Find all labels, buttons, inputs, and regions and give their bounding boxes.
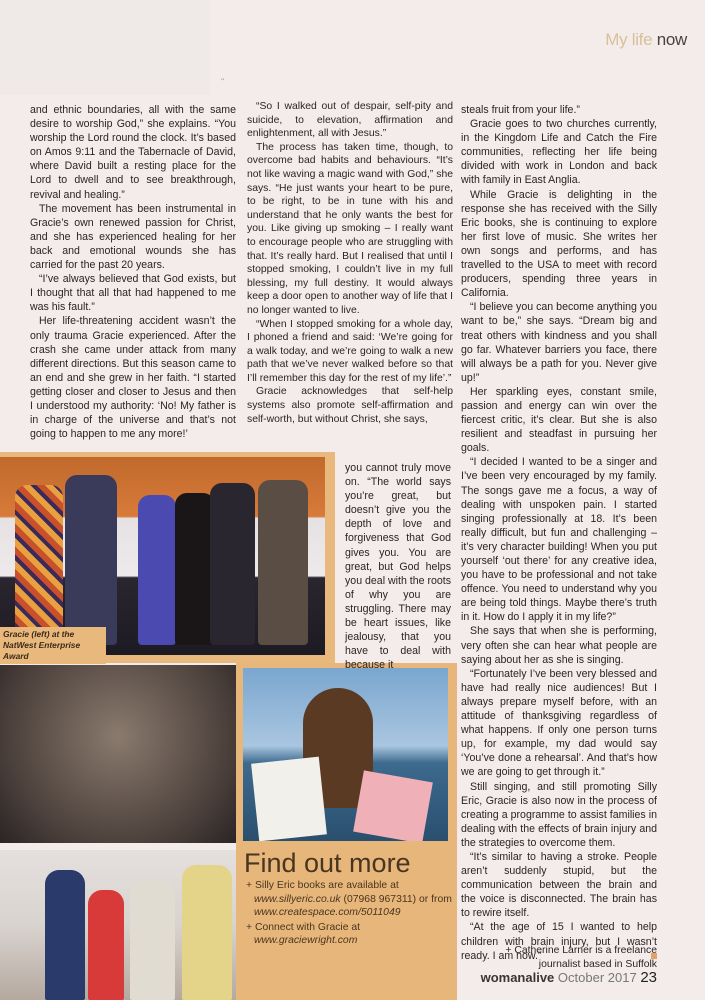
link-sillyeric[interactable]: www.sillyeric.co.uk — [254, 893, 341, 905]
gracie-with-books-photo — [243, 668, 448, 841]
person — [175, 493, 215, 645]
author-byline: + Catherine Larner is a freelance journalist based in Suffolk — [505, 945, 657, 970]
silly-eric-book — [251, 757, 327, 841]
paragraph: and ethnic boundaries, all with the same desire to worship God,” she explains. “You worship the Lord round the clock. It’s based on Amos 9:11 and the Tabernacle of David, where David built a resting place for the Lord to dwell and to see breakthrough, revival and healing.” — [30, 104, 236, 201]
paragraph: “Fortunately I’ve been very blessed and have had really nice audiences! But I always prepare myself before, with an attitude of thanksgiving regardless of what happens. If only one person turns up, for example, my dad would say ‘You’ve done a rehearsal’. And that’s how we are going to get through it.” — [461, 667, 657, 779]
paragraph: “At the age of 15 I wanted to help children with brain injury, but I wasn’t ready. I am now.” — [461, 921, 657, 962]
paragraph: “So I walked out of despair, self-pity and suicide, to elevation, affirmation and enlightenment, all with Jesus.” — [247, 101, 453, 140]
resource-item-books: + Silly Eric books are available at www.sillyeric.co.uk (07968 967311) or from www.createspace.com/5011049 — [246, 880, 452, 918]
issue-date: October 2017 — [557, 970, 637, 985]
link-graciewright[interactable]: www.graciewright.com — [254, 935, 358, 946]
paragraph: Gracie acknowledges that self-help systems also promote self-affirmation and self-worth, but without Christ, she says, — [247, 386, 453, 425]
link-createspace[interactable]: www.createspace.com/5011049 — [254, 907, 401, 918]
child — [182, 865, 232, 1000]
page-number: 23 — [640, 969, 657, 986]
article-column-2-wrap — [345, 461, 451, 672]
print-mark: ᵔ — [221, 76, 225, 86]
resource-item-connect: + Connect with Gracie at www.graciewright.com — [246, 921, 361, 946]
person — [65, 475, 117, 645]
paragraph: Her sparkling eyes, constant smile, passion and energy can win over the fiercest critic, it’s clear. But she is also resilient and steadfast in pursuing her goals. — [461, 385, 657, 455]
page-footer — [481, 969, 657, 986]
paragraph: you cannot truly move on. “The world says you’re great, but doesn’t give you the depth of love and forgiveness that God gives you. You are great, but God helps you deal with the roots of why you are struggling. There may be heart issues, like jealousy, that you have to deal with because it — [345, 462, 451, 672]
photo-caption: Gracie (left) at the NatWest Enterprise Award — [0, 627, 106, 664]
find-out-more-title: Find out more — [244, 848, 411, 878]
paragraph: “I decided I wanted to be a singer and I’ve been very encouraged by my family. The songs gave me a focus, a way of dealing with unspoken pain. I started singing professionally at 18. It’s been really difficult, but fun and challenging – it’s very character building! When you put yourself ‘out there’ for any creative idea, you have to be professional and not take offence. You need to understand why you are being told things. Maybe there’s truth in it. How do I apply it in my life?” — [461, 456, 657, 624]
paragraph: steals fruit from your life.” — [461, 104, 580, 116]
tree-book — [353, 770, 433, 841]
paragraph: Gracie goes to two churches currently, in the Kingdom Life and Catch the Fire communities, reflecting her life being divided with work in London and back with family in East Anglia. — [461, 118, 657, 187]
paragraph: “I believe you can become anything you want to be,” she says. “Dream big and treat others with kindness and you shall go far. Whatever barriers you face, there will always be a path for you. Never give up!” — [461, 301, 657, 384]
person — [210, 483, 255, 645]
paragraph: The movement has been instrumental in Gracie’s own renewed passion for Christ, and she has experienced healing for her back and emotional wounds she has carried for the past 20 years. — [30, 202, 236, 272]
child — [130, 880, 175, 1000]
paragraph: While Gracie is delighting in the response she has received with the Silly Eric books, she is continuing to explore her first love of music. She writes her own songs and performs, and has travelled to the USA to meet with record producers, spending three years in California. — [461, 188, 657, 300]
child — [88, 890, 124, 1000]
section-heading: My life now — [605, 30, 687, 49]
person — [258, 480, 308, 645]
paragraph: Her life-threatening accident wasn’t the only trauma Gracie experienced. After the crash she came under attack from many different directions. But this season came to an end and she grew in her faith. “I started getting closer and closer to Jesus and then I understood my authority: ‘No! My father is in charge of the universe and that’s not going to happen to me any more!’ — [30, 315, 236, 441]
classroom-children-photo — [0, 665, 240, 843]
article-column-2 — [247, 100, 453, 426]
paragraph: Still singing, and still promoting Silly Eric, Gracie is also now in the process of creating a programme to assist families in dealing with the effects of brain injury and the strategies to overcome them. — [461, 780, 657, 849]
paragraph: The process has taken time, though, to overcome bad habits and behaviours. “It’s not like waving a magic wand with God,” she says. “He just wants your heart to be pure, to be right, to be in tune with his and understand that he only wants the best for you. Like giving up smoking – I really want to encourage people who are struggling with that. It’s really hard. But I realised that until I stopped smoking, I couldn’t live in my full blessing, my full destiny. It would always keep a door open to another way of life that I no longer wanted to live. — [247, 141, 453, 316]
article-column-3 — [461, 103, 657, 963]
child — [45, 870, 85, 1000]
magazine-brand: womanalive — [480, 970, 555, 985]
article-column-1 — [30, 103, 236, 441]
paragraph: “When I stopped smoking for a whole day, I phoned a friend and said: ‘We’re going for a walk today, and we’re going to walk a new path that we’ve never walked before so that I’ll remember this day for the rest of my life’.” — [247, 318, 453, 384]
paragraph: “It’s similar to having a stroke. People aren’t suddenly stupid, but the communication between the brain and the voice is disconnected. The brain has to rewire itself. — [461, 850, 657, 920]
find-out-more — [244, 848, 454, 948]
person-gracie — [15, 485, 63, 645]
person — [138, 495, 176, 645]
award-ceremony-photo — [0, 457, 325, 655]
children-reading-photo — [0, 850, 236, 1000]
paragraph: She says that when she is performing, very often she can hear what people are saying about her as she is singing. — [461, 625, 657, 666]
page-gutter-shade — [0, 0, 210, 95]
paragraph: “I’ve always believed that God exists, but I thought that all that had happened to me was his fault.” — [30, 273, 236, 314]
